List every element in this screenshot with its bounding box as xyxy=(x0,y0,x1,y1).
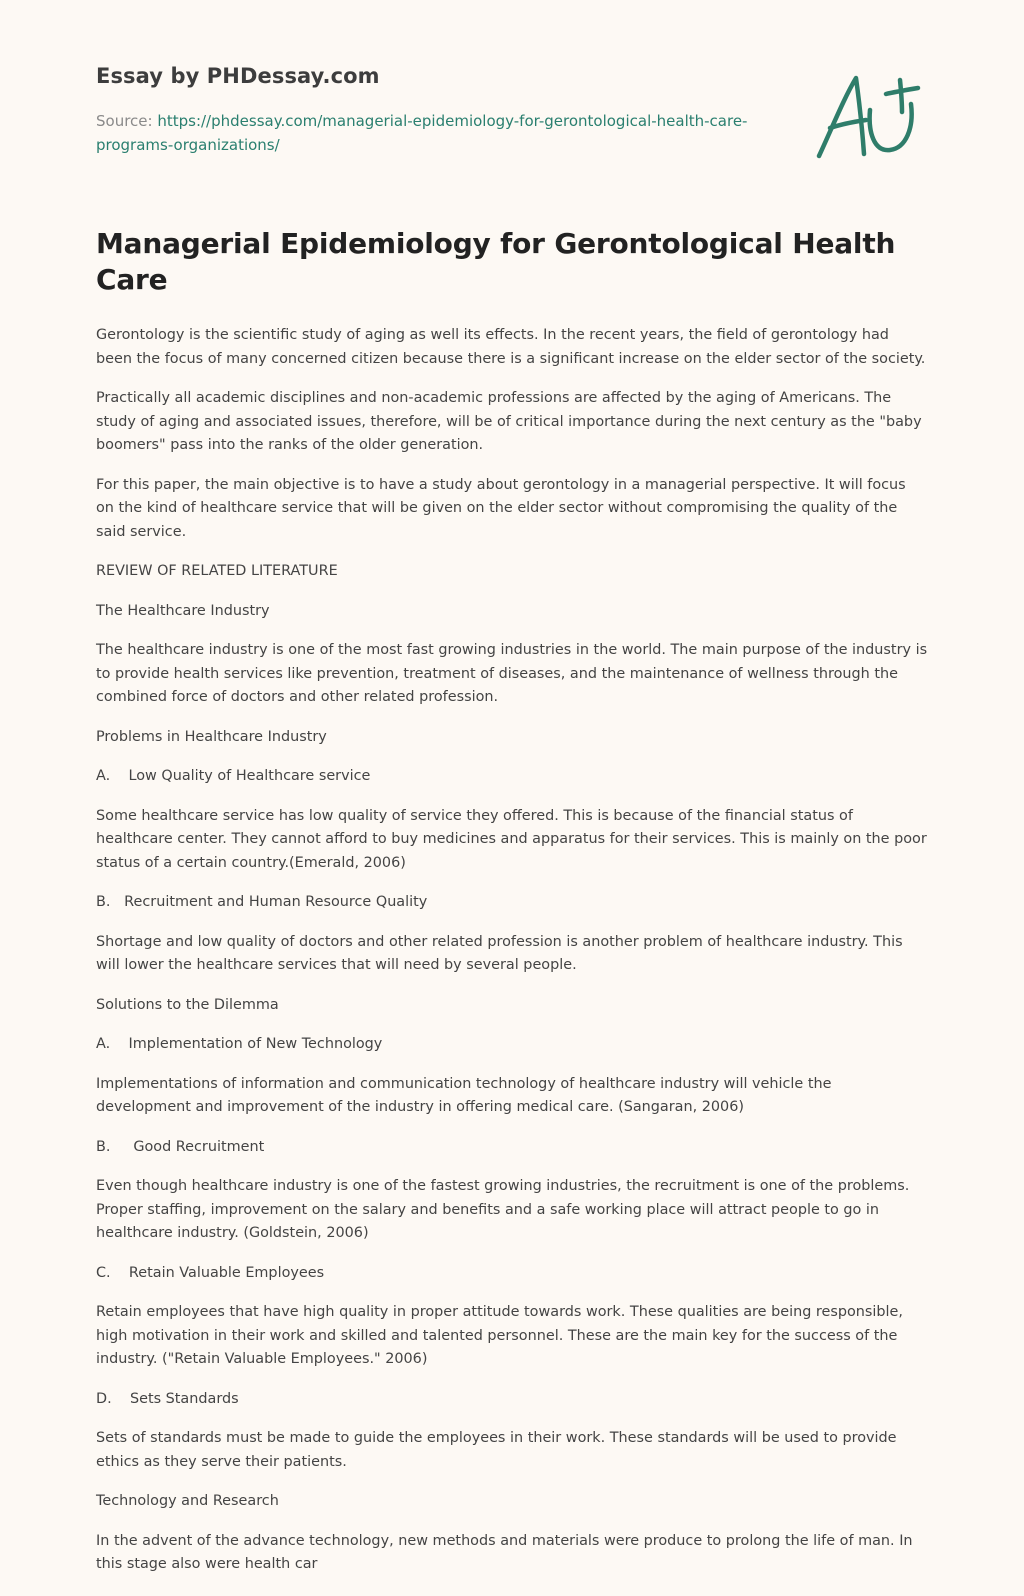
article-paragraph: Some healthcare service has low quality of service they offered. This is because of the financial status of healthcare center. They cannot afford to buy medicines and apparatus for their services. This is mainly on the poor status of a certain country.(Emerald, 2006) xyxy=(96,807,932,871)
source-line xyxy=(96,109,756,157)
source-label: Source: xyxy=(96,112,158,130)
article-paragraph: In the advent of the advance technology, new methods and materials were produce to prolong the life of man. In this stage also were health car xyxy=(96,1532,918,1572)
site-header xyxy=(96,0,928,176)
article-paragraph: Even though healthcare industry is one of the fastest growing industries, the recruitment is one of the problems. Proper staffing, improvement on the salary and benefits and a safe working place will attract people to go in healthcare industry. (Goldstein, 2006) xyxy=(96,1178,914,1241)
article-paragraph: B. Good Recruitment xyxy=(96,1138,265,1155)
article-paragraph: The Healthcare Industry xyxy=(96,602,270,619)
article-paragraph: Sets of standards must be made to guide the employees in their work. These standards will be used to provide ethics as they serve their patients. xyxy=(96,1430,902,1470)
a-plus-grade-logo-icon xyxy=(814,72,924,164)
article-body xyxy=(96,324,932,1577)
article-paragraph: The healthcare industry is one of the most fast growing industries in the world. The main purpose of the industry is to provide health services like prevention, treatment of diseases, and the maintenance of wellness through the combined force of doctors and other related profession. xyxy=(96,642,932,705)
article-paragraph: Technology and Research xyxy=(96,1493,279,1509)
article-paragraph: Retain employees that have high quality in proper attitude towards work. These qualities are being responsible, high motivation in their work and skilled and talented personnel. These are the main key for the success of the industry. ("Retain Valuable Employees." 2006) xyxy=(96,1304,908,1367)
article-paragraph: For this paper, the main objective is to have a study about gerontology in a managerial perspective. It will focus on the kind of healthcare service that will be given on the elder sector without compromising the quality of the said service. xyxy=(96,476,911,540)
article-paragraph: Shortage and low quality of doctors and other related profession is another problem of healthcare industry. This will lower the healthcare services that will need by several people. xyxy=(96,933,908,973)
article-title: Managerial Epidemiology for Gerontological Health Care xyxy=(96,227,896,296)
article-paragraph: C. Retain Valuable Employees xyxy=(96,1264,325,1281)
article-paragraph: REVIEW OF RELATED LITERATURE xyxy=(96,563,338,579)
article-paragraph: Implementations of information and communication technology of healthcare industry will vehicle the development and improvement of the industry in offering medical care. (Sangaran, 2006) xyxy=(96,1075,837,1115)
article-paragraph: A. Implementation of New Technology xyxy=(96,1036,383,1052)
article-paragraph: A. Low Quality of Healthcare service xyxy=(96,768,371,784)
article-paragraph: Practically all academic disciplines and non-academic professions are affected by the aging of Americans. The study of aging and associated issues, therefore, will be of critical importance during the next century as the "baby boomers" pass into the ranks of the older generation. xyxy=(96,390,927,453)
article-paragraph: D. Sets Standards xyxy=(96,1390,239,1407)
article-paragraph: Solutions to the Dilemma xyxy=(96,996,279,1013)
article-paragraph: B. Recruitment and Human Resource Quality xyxy=(96,894,428,910)
article-paragraph: Problems in Healthcare Industry xyxy=(96,728,327,745)
brand-title: Essay by PHDessay.com xyxy=(96,64,380,88)
article-paragraph: Gerontology is the scientific study of aging as well its effects. In the recent years, the field of gerontology had been the focus of many concerned citizen because there is a significant increase on the elder sector of the society. xyxy=(96,327,926,367)
source-link[interactable]: https://phdessay.com/managerial-epidemiology-for-gerontological-health-care-programs-organizations/ xyxy=(96,112,748,154)
